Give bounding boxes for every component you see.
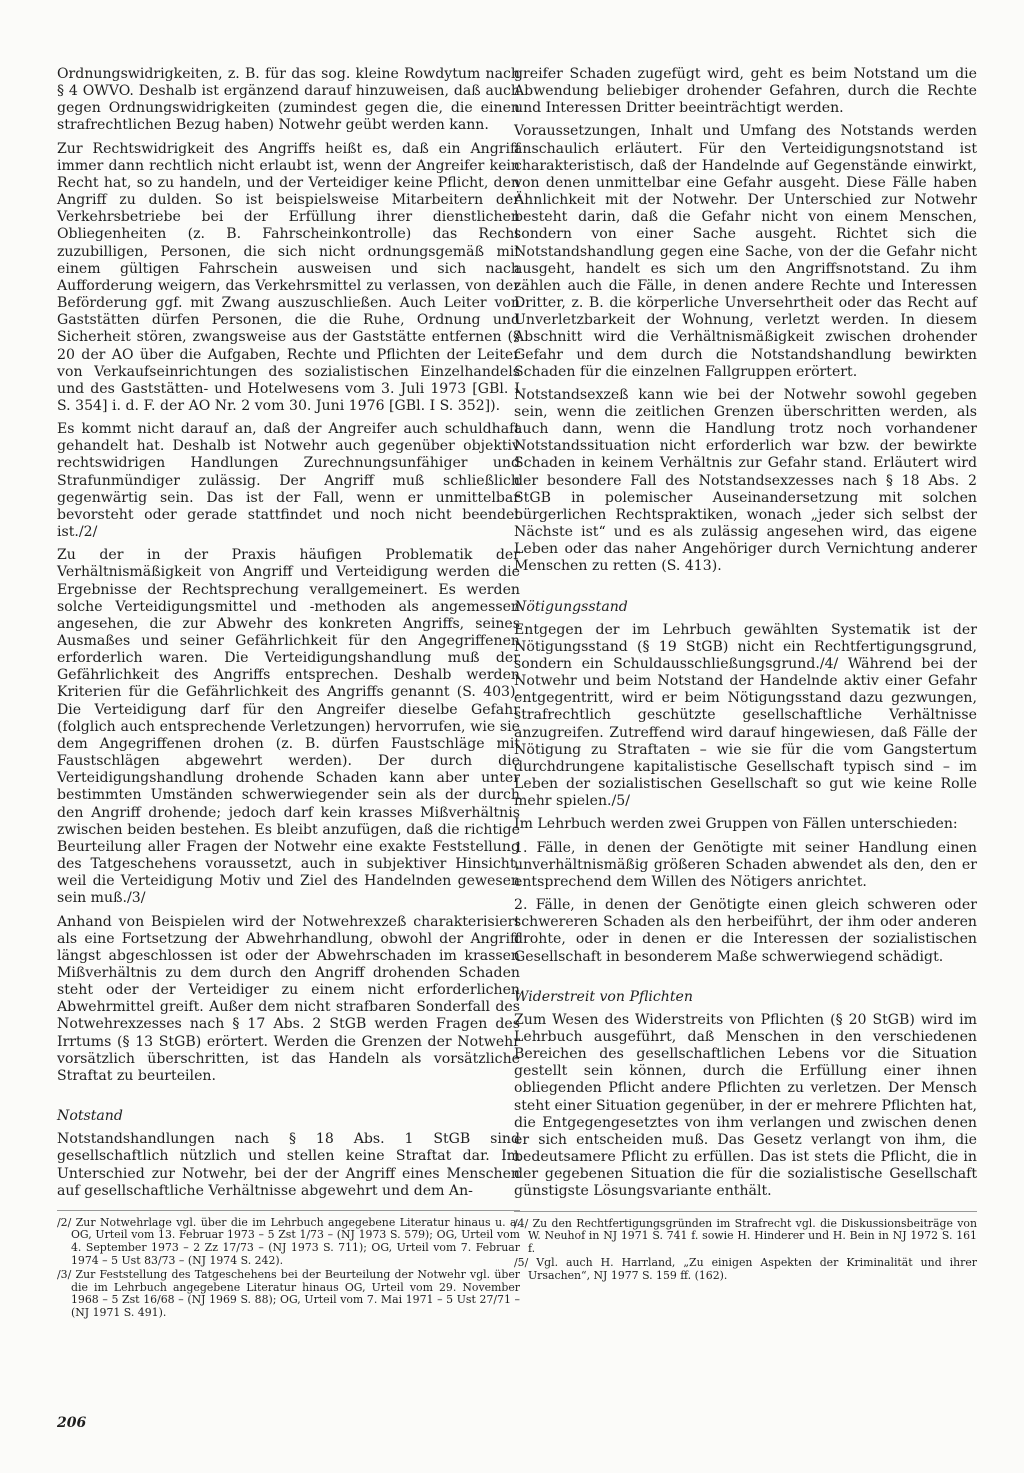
body-paragraph: Notstandsexzeß kann wie bei der Notwehr sowohl gegeben sein, wenn die zeitlichen Grenzen überschritten werden, als auch dann, wenn die Handlung trotz noch vorhandener Notstandssituation nicht erforderlich war bzw. der bewirkte Schaden in keinem Verhältnis zur Gefahr stand. Erläutert wird der besondere Fall des Notstandsexzesses nach § 18 Abs. 2 StGB in polemischer Auseinandersetzung mit solchen bürgerlichen Rechtspraktiken, wonach „jeder sich selbst der Nächste ist“ und es als zulässig angesehen wird, das eigene Leben oder das naher Angehöriger durch Vernichtung anderer Menschen zu retten (S. 413). [514,386,977,575]
footnote-2: /2/ Zur Notwehrlage vgl. über die im Lehrbuch angegebene Literatur hinaus u. a. OG, Urteil vom 13. Februar 1973 – 5 Zst 1/73 – (NJ 1973 S. 579); OG, Urteil vom 4. September 1973 – 2 Zz 17/73 – (NJ 1973 S. 711); OG, Urteil vom 7. Februar 1974 – 5 Ust 83/73 – (NJ 1974 S. 242). [57,1215,520,1267]
body-paragraph: greifer Schaden zugefügt wird, geht es beim Notstand um die Abwendung beliebiger drohender Gefahren, durch die Rechte und Interessen Dritter beeinträchtigt werden. [514,66,977,117]
list-item: 1. Fälle, in denen der Genötigte mit seiner Handlung einen unverhältnismäßig größeren Schaden abwendet als den, den er entsprechend dem Willen des Nötigers anrichtet. [514,839,977,890]
section-heading-notstand: Notstand [57,1108,123,1125]
body-paragraph: Ordnungswidrigkeiten, z. B. für das sog. kleine Rowdytum nach § 4 OWVO. Deshalb ist ergänzend darauf hinzuweisen, daß auch gegen Ordnungswidrigkeiten (zumindest gegen die, die einen strafrechtlichen Bezug haben) Notwehr geübt werden kann. [57,66,520,134]
section-heading-widerstreit: Widerstreit von Pflichten [514,988,693,1005]
section-heading-noetigungsstand: Nötigungsstand [514,598,628,615]
right-column [514,66,977,1285]
body-paragraph: Entgegen der im Lehrbuch gewählten Systematik ist der Nötigungsstand (§ 19 StGB) nicht ein Rechtfertigungsgrund, sondern ein Schuldausschließungsgrund./4/ Während bei der Notwehr und beim Notstand der Handelnde aktiv einer Gefahr entgegentritt, wird er beim Nötigungsstand dazu gezwungen, strafrechtlich geschützte gesellschaftliche Verhältnisse anzugreifen. Zutreffend wird darauf hingewiesen, daß Fälle der Nötigung zu Straftaten – wie sie für die vom Gangstertum durchdrungene kapitalistische Gesellschaft typisch sind – im Leben der sozialistischen Gesellschaft so gut wie keine Rolle mehr spielen./5/ [514,621,977,810]
body-paragraph: Im Lehrbuch werden zwei Gruppen von Fällen unterschieden: [514,816,958,833]
footnote-separator [57,1210,520,1211]
footnote-4: /4/ Zu den Rechtfertigungsgründen im Strafrecht vgl. die Diskussionsbeiträge von W. Neuhof in NJ 1971 S. 741 f. sowie H. Hinderer und H. Bein in NJ 1972 S. 161 f. [514,1216,977,1255]
body-paragraph: Anhand von Beispielen wird der Notwehrexzeß charakterisiert als eine Fortsetzung der Abwehrhandlung, obwohl der Angriff längst abgeschlossen ist oder der Abwehrschaden im krassen Mißverhältnis zu dem durch den Angriff drohenden Schaden steht oder der Verteidiger zu einem nicht erforderlichen Abwehrmittel greift. Außer dem nicht strafbaren Sonderfall des Notwehrexzesses nach § 17 Abs. 2 StGB werden Fragen des Irrtums (§ 13 StGB) erörtert. Werden die Grenzen der Notwehr vorsätzlich überschritten, ist das Handeln als vorsätzliche Straftat zu beurteilen. [57,913,520,1084]
body-paragraph: Zu der in der Praxis häufigen Problematik der Verhältnismäßigkeit von Angriff und Verteidigung werden die Ergebnisse der Rechtsprechung verallgemeinert. Es werden solche Verteidigungsmittel und -methoden als angemessen angesehen, die zur Abwehr des konkreten Angriffs, seines Ausmaßes und seiner Gefährlichkeit für den Angegriffenen erforderlich waren. Die Verteidigungshandlung muß der Gefährlichkeit des Angriffs entsprechen. Deshalb werden Kriterien für die Gefährlichkeit des Angriffs genannt (S. 403). Die Verteidigung darf für den Angreifer dieselbe Gefahr (folglich auch entsprechende Verletzungen) hervorrufen, wie sie dem Angegriffenen drohen (z. B. dürfen Faustschläge mit Faustschlägen abgewehrt werden). Der durch die Verteidigungshandlung drohende Schaden kann aber unter bestimmten Umständen schwerwiegender sein als der durch den Angriff drohende; jedoch darf kein krasses Mißverhältnis zwischen beiden bestehen. Es bleibt anzufügen, daß die richtige Beurteilung aller Fragen der Notwehr eine exakte Feststellung des Tatgeschehens voraussetzt, auch in subjektiver Hinsicht, weil die Verteidigung Motiv und Ziel des Handelnden gewesen sein muß./3/ [57,547,520,907]
footnote-3: /3/ Zur Feststellung des Tatgeschehens bei der Beurteilung der Notwehr vgl. über die im Lehrbuch angegebene Literatur hinaus OG, Urteil vom 29. November 1968 – 5 Zst 16/68 – (NJ 1969 S. 88); OG, Urteil vom 7. Mai 1971 – 5 Ust 27/71 – (NJ 1971 S. 491). [57,1268,520,1319]
body-paragraph: Zur Rechtswidrigkeit des Angriffs heißt es, daß ein Angriff immer dann rechtlich nicht erlaubt ist, wenn der Angreifer kein Recht hat, so zu handeln, und der Verteidiger keine Pflicht, den Angriff zu dulden. So ist beispielsweise Mitarbeitern der Verkehrsbetriebe bei der Erfüllung ihrer dienstlichen Obliegenheiten (z. B. Fahrscheinkontrolle) das Recht zuzubilligen, Personen, die sich nicht ordnungsgemäß mit einem gültigen Fahrschein ausweisen und sich nach Aufforderung weigern, das Verkehrsmittel zu verlassen, von der Beförderung ggf. mit Zwang auszuschließen. Auch Leiter von Gaststätten dürfen Personen, die die Ruhe, Ordnung und Sicherheit stören, zwangsweise aus der Gaststätte entfernen (§ 20 der AO über die Aufgaben, Rechte und Pflichten der Leiter von Verkaufseinrichtungen des sozialistischen Einzelhandels und des Gaststätten- und Hotelwesens vom 3. Juli 1973 [GBl. I S. 354] i. d. F. der AO Nr. 2 vom 30. Juni 1976 [GBl. I S. 352]). [57,140,520,414]
list-item: 2. Fälle, in denen der Genötigte einen gleich schweren oder schwereren Schaden als den herbeiführt, der ihm oder anderen drohte, oder in denen er die Interessen der sozialistischen Gesellschaft in besonderem Maße schwerwiegend schädigt. [514,897,977,965]
footnote-5: /5/ Vgl. auch H. Harrland, „Zu einigen Aspekten der Kriminalität und ihrer Ursachen“, NJ 1977 S. 159 ff. (162). [514,1256,977,1282]
footnote-separator [514,1211,977,1212]
body-paragraph: Notstandshandlungen nach § 18 Abs. 1 StGB sind gesellschaftlich nützlich und stellen keine Straftat dar. Im Unterschied zur Notwehr, bei der der Angriff eines Menschen auf gesellschaftliche Verhältnisse abgewehrt und dem An- [57,1131,520,1199]
body-paragraph: Zum Wesen des Widerstreits von Pflichten (§ 20 StGB) wird im Lehrbuch ausgeführt, daß Menschen in den verschiedenen Bereichen des gesellschaftlichen Lebens vor die Situation gestellt sein können, durch die Erfüllung einer ihnen obliegenden Pflicht andere Pflichten zu verletzen. Der Mensch steht einer Situation gegenüber, in der er mehrere Pflichten hat, die Entgegengesetztes von ihm verlangen und zwischen denen er sich entscheiden muß. Das Gesetz verlangt von ihm, die bedeutsamere Pflicht zu erfüllen. Das ist stets die Pflicht, die in der gegebenen Situation die für die sozialistische Gesellschaft günstigste Lösungsvariante enthält. [514,1011,978,1200]
page-number: 206 [57,1415,87,1431]
body-paragraph: Es kommt nicht darauf an, daß der Angreifer auch schuldhaft gehandelt hat. Deshalb ist Notwehr auch gegenüber objektiv rechtswidrigen Handlungen Zurechnungsunfähiger und Strafunmündiger zulässig. Der Angriff muß schließlich gegenwärtig sein. Das ist der Fall, wenn er unmittelbar bevorsteht oder gerade stattfindet und noch nicht beendet ist./2/ [57,421,520,541]
left-column [57,66,520,1322]
body-paragraph: Voraussetzungen, Inhalt und Umfang des Notstands werden anschaulich erläutert. Für den Verteidigungsnotstand ist charakteristisch, daß der Handelnde auf Gegenstände einwirkt, von denen unmittelbar eine Gefahr ausgeht. Diese Fälle haben Ähnlichkeit mit der Notwehr. Der Unterschied zur Notwehr besteht darin, daß die Gefahr nicht von einem Menschen, sondern von einer Sache ausgeht. Richtet sich die Notstandshandlung gegen eine Sache, von der die Gefahr nicht ausgeht, handelt es sich um den Angriffsnotstand. Zu ihm zählen auch die Fälle, in denen andere Rechte und Interessen Dritter, z. B. die körperliche Unversehrtheit oder das Recht auf Unverletzbarkeit der Wohnung, verletzt werden. In diesem Abschnitt wird die Verhältnismäßigkeit zwischen drohender Gefahr und dem durch die Notstandshandlung bewirkten Schaden für die einzelnen Fallgruppen erörtert. [514,123,977,380]
